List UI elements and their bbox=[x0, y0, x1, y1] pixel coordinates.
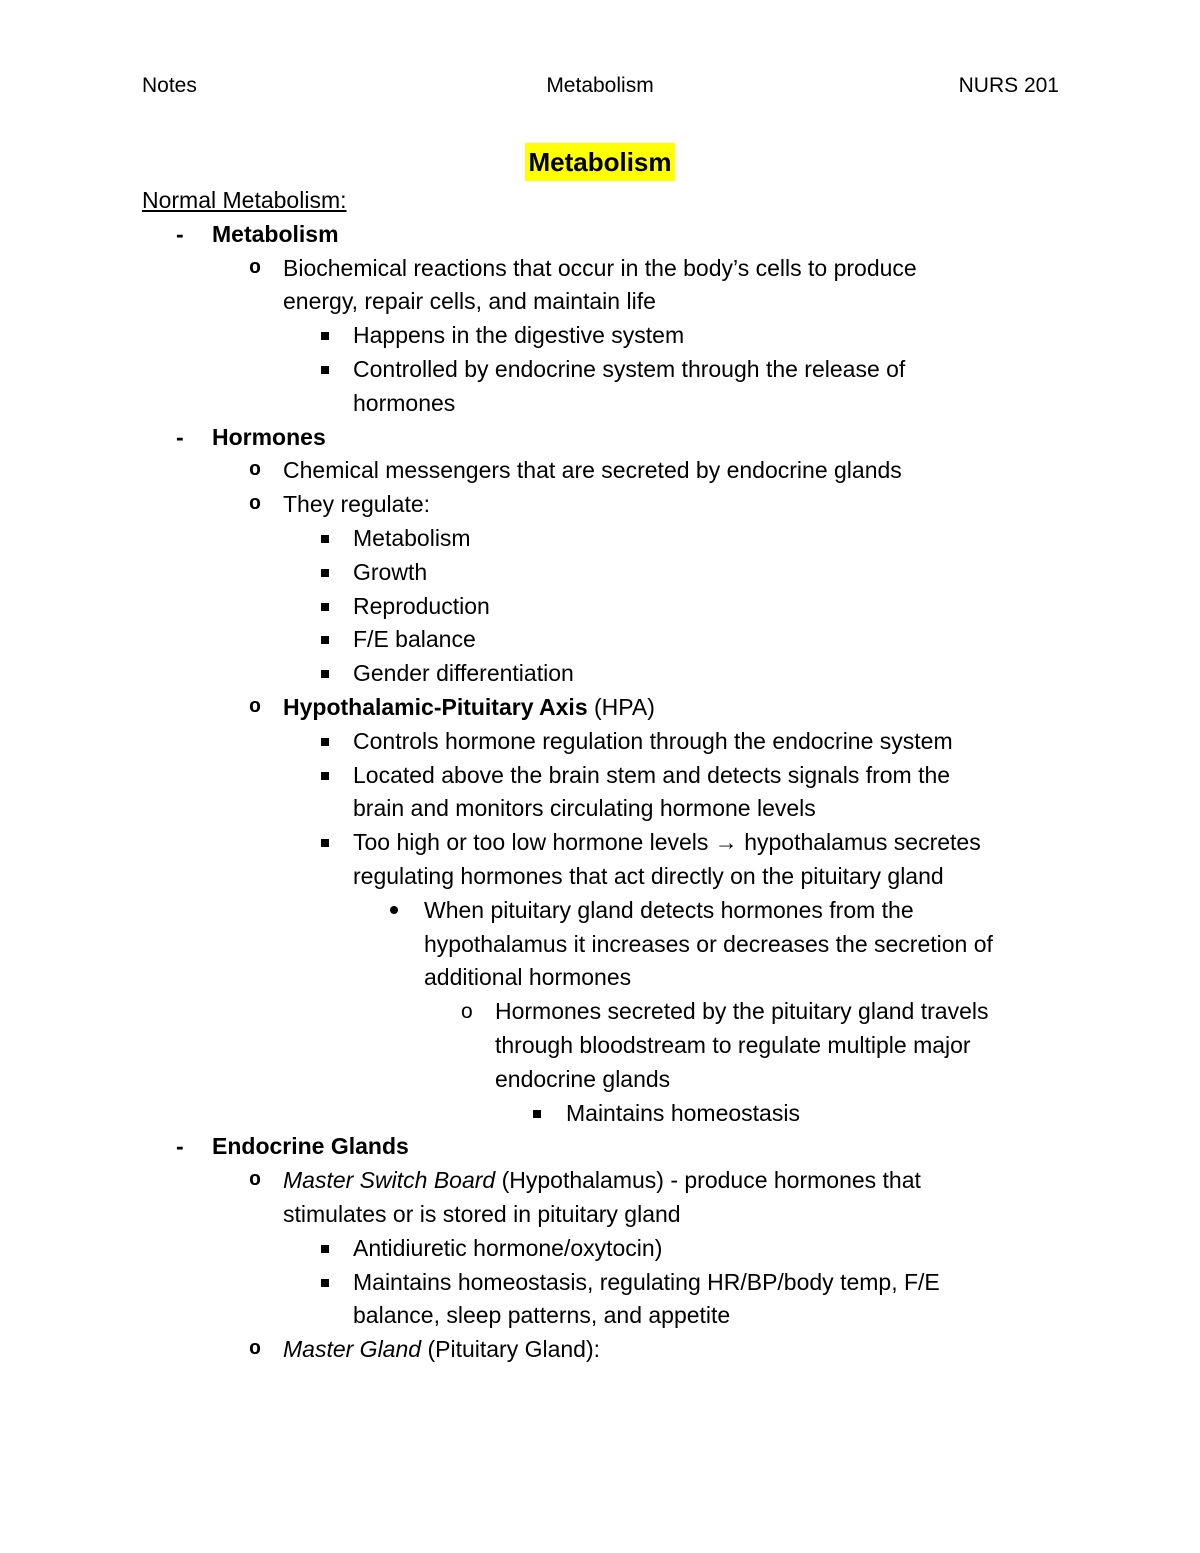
item-text: Reproduction bbox=[353, 592, 490, 619]
square-bullet bbox=[321, 590, 329, 624]
circle-bullet: o bbox=[249, 493, 262, 517]
item-text: Hormones secreted by the pituitary gland travels bbox=[495, 998, 989, 1025]
list-item-continuation bbox=[0, 387, 1200, 421]
list-item bbox=[0, 759, 1200, 793]
item-text bbox=[283, 1333, 600, 1367]
page-title: Metabolism bbox=[525, 143, 674, 181]
list-item bbox=[0, 319, 1200, 353]
list-item bbox=[0, 1097, 1200, 1131]
item-text: F/E balance bbox=[353, 626, 476, 653]
item-text: Metabolism bbox=[353, 524, 471, 551]
item-text: Gender differentiation bbox=[353, 660, 574, 687]
list-item-continuation bbox=[0, 1299, 1200, 1333]
list-item bbox=[0, 1130, 1200, 1164]
item-text: through bloodstream to regulate multiple major bbox=[495, 1031, 971, 1058]
square-bullet bbox=[321, 657, 329, 691]
square-bullet bbox=[321, 623, 329, 657]
list-item bbox=[0, 1266, 1200, 1300]
list-item bbox=[0, 623, 1200, 657]
item-text-part: (Hypothalamus) - produce hormones that bbox=[495, 1167, 921, 1194]
list-item bbox=[0, 657, 1200, 691]
list-item bbox=[0, 1333, 1200, 1367]
arrow-right-icon: → bbox=[708, 829, 745, 856]
list-item bbox=[0, 590, 1200, 624]
list-item bbox=[0, 454, 1200, 488]
item-text: brain and monitors circulating hormone levels bbox=[353, 795, 816, 822]
list-item bbox=[0, 218, 1200, 252]
list-item bbox=[0, 691, 1200, 725]
square-bullet bbox=[321, 353, 329, 387]
section-heading-text: Normal Metabolism: bbox=[142, 187, 347, 213]
list-item bbox=[0, 421, 1200, 455]
list-item-continuation bbox=[0, 961, 1200, 995]
list-item-continuation bbox=[0, 285, 1200, 319]
list-item bbox=[0, 894, 1200, 928]
term-italic: Master Switch Board bbox=[283, 1167, 496, 1194]
item-text: Controls hormone regulation through the endocrine system bbox=[353, 727, 953, 754]
list-item-continuation bbox=[0, 928, 1200, 962]
list-item bbox=[0, 725, 1200, 759]
list-item bbox=[0, 353, 1200, 387]
square-bullet bbox=[321, 1232, 329, 1266]
circle-bullet: o bbox=[249, 1338, 262, 1362]
item-text: Located above the brain stem and detects signals from the bbox=[353, 761, 951, 788]
item-text: additional hormones bbox=[424, 964, 632, 991]
circle-bullet: o bbox=[249, 459, 262, 483]
item-text-part: (Pituitary Gland): bbox=[421, 1336, 601, 1363]
term-italic: Master Gland bbox=[283, 1336, 422, 1363]
item-text: Metabolism bbox=[212, 220, 339, 247]
header-center: Metabolism bbox=[546, 74, 654, 97]
item-text: Hormones bbox=[212, 423, 326, 450]
item-text bbox=[353, 826, 981, 860]
item-text: hormones bbox=[353, 389, 456, 416]
circle-bullet: o bbox=[249, 256, 262, 280]
dash-bullet: - bbox=[176, 1133, 184, 1160]
item-text: Maintains homeostasis, regulating HR/BP/body temp, F/E bbox=[353, 1268, 940, 1295]
item-text: Chemical messengers that are secreted by endocrine glands bbox=[283, 457, 902, 484]
list-item bbox=[0, 1164, 1200, 1198]
list-item-continuation bbox=[0, 792, 1200, 826]
square-bullet bbox=[321, 556, 329, 590]
item-text: Antidiuretic hormone/oxytocin) bbox=[353, 1234, 663, 1261]
open-circle-bullet: o bbox=[461, 1000, 473, 1024]
item-text: balance, sleep patterns, and appetite bbox=[353, 1302, 731, 1329]
square-bullet bbox=[533, 1097, 541, 1131]
list-item-continuation bbox=[0, 860, 1200, 894]
list-item bbox=[0, 995, 1200, 1029]
square-bullet bbox=[321, 725, 329, 759]
item-text: Growth bbox=[353, 558, 428, 585]
dash-bullet: - bbox=[176, 423, 184, 450]
list-item-continuation bbox=[0, 1198, 1200, 1232]
list-item-continuation bbox=[0, 1063, 1200, 1097]
list-item-continuation bbox=[0, 1029, 1200, 1063]
list-item bbox=[0, 522, 1200, 556]
item-text: stimulates or is stored in pituitary gland bbox=[283, 1200, 681, 1227]
item-text: Endocrine Glands bbox=[212, 1133, 409, 1160]
square-bullet bbox=[321, 826, 329, 860]
item-text: endocrine glands bbox=[495, 1065, 671, 1092]
list-item bbox=[0, 252, 1200, 286]
item-text: Biochemical reactions that occur in the body’s cells to produce bbox=[283, 254, 917, 281]
square-bullet bbox=[321, 759, 329, 793]
item-text: Controlled by endocrine system through the release of bbox=[353, 355, 906, 382]
header-right: NURS 201 bbox=[958, 74, 1059, 97]
square-bullet bbox=[321, 1266, 329, 1300]
list-item bbox=[0, 488, 1200, 522]
dot-bullet bbox=[390, 894, 398, 928]
item-text-part: Too high or too low hormone levels bbox=[353, 829, 709, 856]
hpa-term: Hypothalamic-Pituitary Axis bbox=[283, 693, 588, 720]
item-text: When pituitary gland detects hormones from the bbox=[424, 896, 914, 923]
square-bullet bbox=[321, 319, 329, 353]
notes-body bbox=[0, 184, 1200, 1367]
item-text-part: hypothalamus secretes bbox=[744, 829, 981, 856]
item-text bbox=[283, 691, 655, 725]
section-heading bbox=[0, 184, 1200, 218]
item-text: hypothalamus it increases or decreases the secretion of bbox=[424, 930, 993, 957]
title-wrap bbox=[0, 143, 1200, 181]
hpa-abbrev: (HPA) bbox=[587, 693, 655, 720]
item-text bbox=[283, 1164, 921, 1198]
list-item bbox=[0, 1232, 1200, 1266]
header-left: Notes bbox=[142, 74, 197, 97]
circle-bullet: o bbox=[249, 1169, 262, 1193]
square-bullet bbox=[321, 522, 329, 556]
item-text: Happens in the digestive system bbox=[353, 322, 685, 349]
list-item bbox=[0, 556, 1200, 590]
item-text: energy, repair cells, and maintain life bbox=[283, 288, 656, 315]
item-text: regulating hormones that act directly on the pituitary gland bbox=[353, 862, 944, 889]
circle-bullet: o bbox=[249, 695, 262, 719]
dash-bullet: - bbox=[176, 220, 184, 247]
item-text: They regulate: bbox=[283, 491, 431, 518]
item-text: Maintains homeostasis bbox=[566, 1099, 800, 1126]
list-item bbox=[0, 826, 1200, 860]
